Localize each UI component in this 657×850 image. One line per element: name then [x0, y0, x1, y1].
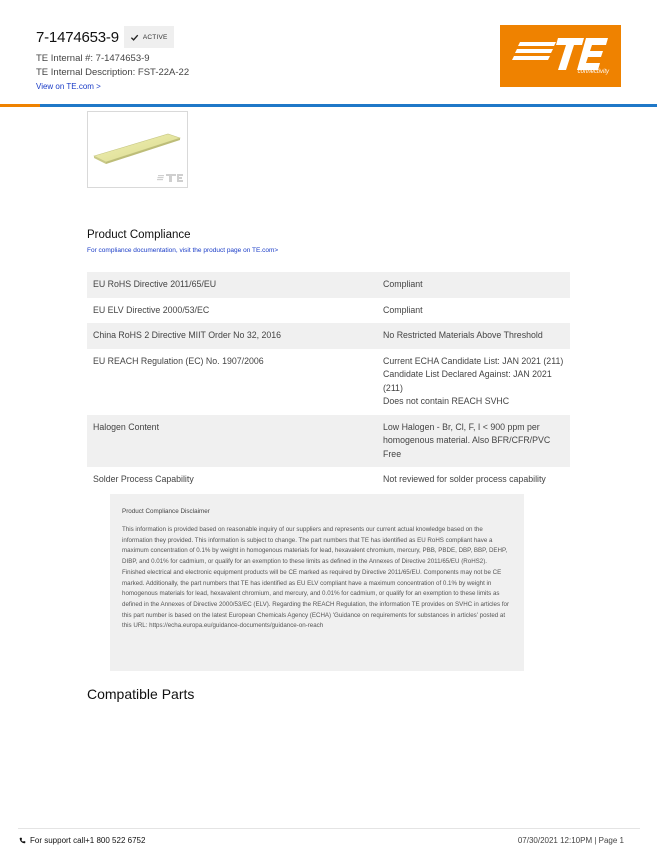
compliance-value: Compliant	[383, 279, 423, 289]
disclaimer-body: This information is provided based on reasonable inquiry of our suppliers and represents our current actual knowledge based on the information they provided. This information is subject to change. The part numbers that TE has identified as EU RoHS compliant have a maximum concentration of 0.1% by weight in homogenous materials for lead, hexavalent chromium, mercury, PBB, PBDE, DBP, BBP, DEHP, DIBP, and 0.01% for cadmium, or qualify for an exemption to these limits as defined in the Annexes of Directive 2011/65/EU (RoHS2). Finished electrical and electronic equipment products will be CE marked as required by Directive 2011/65/EU. Components may not be CE marked. Additionally, the part numbers that TE has identified as EU ELV compliant have a maximum concentration of 0.1% by weight in homogenous materials for lead, hexavalent chromium, and mercury, and 0.01% for cadmium, or qualify for an exemption to these limits as defined in the Annexes of Directive 2000/53/EC (ELV). Regarding the REACH Regulation, the information TE provides on SVHC in articles for this part number is based on the latest European Chemicals Agency (ECHA) 'Guidance on requirements for substances in articles' posted at this URL: https://echa.europa.eu/guidance-documents/guidance-on-reach	[122, 526, 510, 630]
table-row	[87, 272, 570, 298]
footer-divider	[18, 828, 640, 829]
support-phone: For support call+1 800 522 6752	[30, 836, 146, 845]
status-badge-label: ACTIVE	[142, 33, 168, 41]
logo-subtitle: connectivity	[577, 69, 609, 75]
compliance-label: EU REACH Regulation (EC) No. 1907/2006	[93, 355, 264, 366]
te-connectivity-logo	[500, 25, 621, 87]
compliance-value: Compliant	[383, 304, 423, 315]
part-number: 7-1474653-9	[36, 28, 119, 46]
compliance-value: No Restricted Materials Above Threshold	[383, 330, 543, 340]
table-row	[87, 298, 570, 324]
compliance-label: EU ELV Directive 2000/53/EC	[93, 304, 210, 315]
compliance-value: Not reviewed for solder process capability	[383, 474, 546, 484]
product-thumbnail[interactable]	[87, 111, 188, 188]
reach-value-line: Candidate List Declared Against: JAN 2021 (211)	[383, 369, 552, 393]
compliance-value	[377, 349, 570, 415]
phone-icon	[19, 837, 26, 844]
checkmark-icon	[130, 33, 139, 42]
table-row	[87, 323, 570, 349]
table-row	[87, 467, 570, 493]
product-image	[88, 112, 187, 187]
compatible-parts-title: Compatible Parts	[87, 686, 195, 702]
compliance-label: EU RoHS Directive 2011/65/EU	[93, 279, 217, 289]
compliance-label: Solder Process Capability	[93, 474, 194, 484]
compliance-label: China RoHS 2 Directive MIIT Order No 32, 2016	[93, 330, 282, 340]
compliance-label: Halogen Content	[93, 421, 160, 432]
footer-timestamp: 07/30/2021 12:10PM | Page 1	[517, 836, 624, 845]
reach-value-line: Current ECHA Candidate List: JAN 2021 (211)	[383, 355, 564, 366]
document-header	[0, 0, 657, 104]
internal-number: TE Internal #: 7-1474653-9	[36, 53, 150, 64]
compliance-value: Low Halogen - Br, Cl, F, I < 900 ppm per homogenous material. Also BFR/CFR/PVC Free	[383, 421, 551, 459]
internal-description: TE Internal Description: FST-22A-22	[36, 67, 190, 78]
view-on-te-link[interactable]: View on TE.com >	[36, 82, 101, 91]
support-contact	[19, 836, 145, 845]
compliance-documentation-link[interactable]: For compliance documentation, visit the product page on TE.com>	[87, 247, 279, 254]
te-logo-icon	[500, 25, 621, 87]
compliance-disclaimer	[110, 494, 524, 671]
compliance-table	[87, 272, 570, 493]
reach-value-line: Does not contain REACH SVHC	[383, 396, 510, 406]
disclaimer-title: Product Compliance Disclaimer	[122, 508, 210, 515]
table-row	[87, 415, 570, 468]
product-compliance-title: Product Compliance	[87, 229, 191, 241]
status-badge	[124, 26, 174, 48]
header-divider	[0, 104, 657, 107]
part-number-row	[36, 26, 174, 48]
table-row	[87, 349, 570, 415]
header-divider-accent	[0, 104, 40, 107]
